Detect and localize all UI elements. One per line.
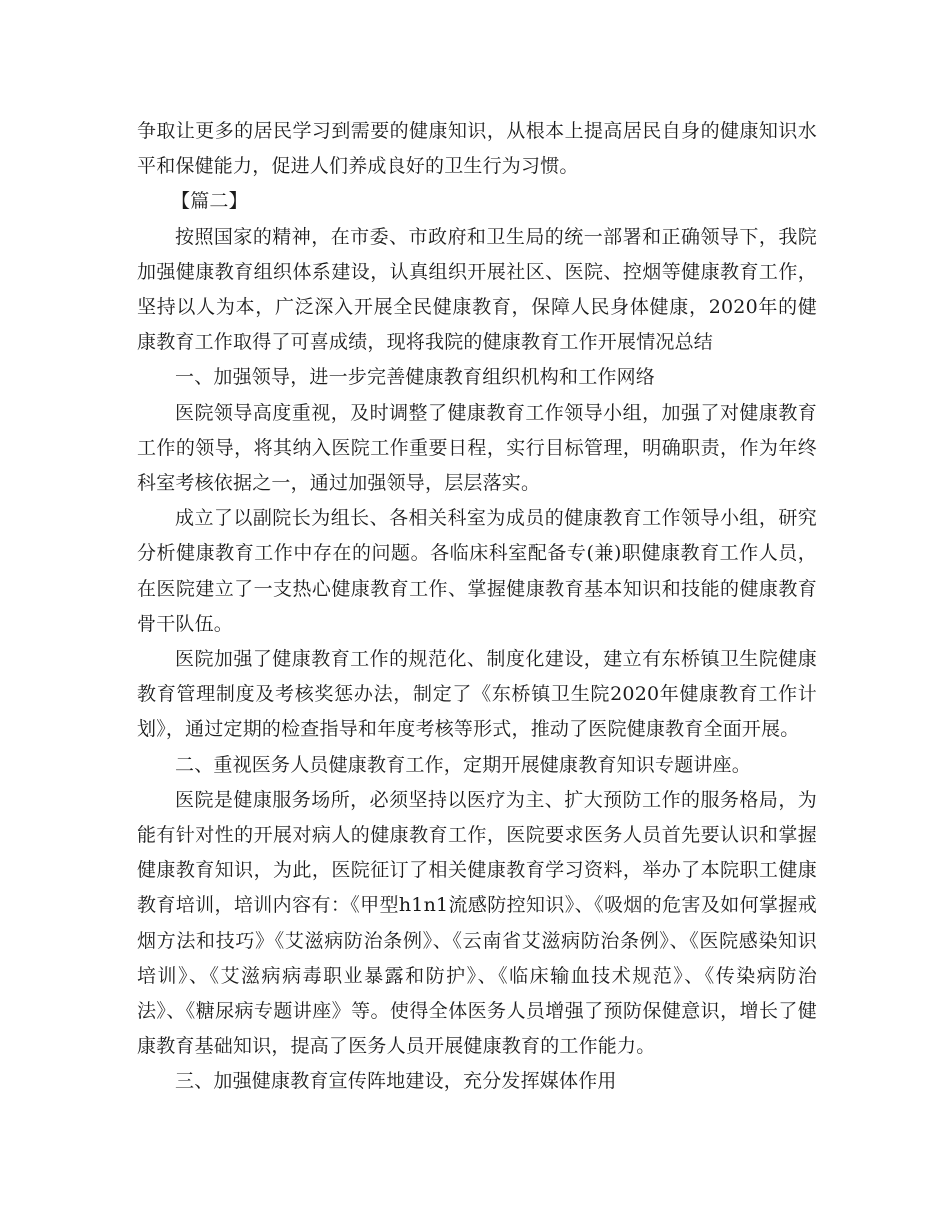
paragraph-leadership: 医院领导高度重视，及时调整了健康教育工作领导小组，加强了对健康教育工作的领导，将其纳入医院工作重要日程，实行目标管理，明确职责，作为年终科室考核依据之一，通过加强领导，层层落实。 <box>137 401 817 495</box>
paragraph-continuation: 争取让更多的居民学习到需要的健康知识，从根本上提高居民自身的健康知识水平和保健能力，促进人们养成良好的卫生行为习惯。 <box>137 120 817 178</box>
paragraph-intro: 按照国家的精神，在市委、市政府和卫生局的统一部署和正确领导下，我院加强健康教育组织体系建设，认真组织开展社区、医院、控烟等健康教育工作，坚持以人为本，广泛深入开展全民健康教育，保障人民身体健康，2020年的健康教育工作取得了可喜成绩，现将我院的健康教育工作开展情况总结 <box>137 225 817 354</box>
paragraph-training: 医院是健康服务场所，必须坚持以医疗为主、扩大预防工作的服务格局，为能有针对性的开展对病人的健康教育工作，医院要求医务人员首先要认识和掌握健康教育知识，为此，医院征订了相关健康教育学习资料，举办了本院职工健康教育培训，培训内容有：《甲型h1n1流感防控知识》、《吸烟的危害及如何掌握戒烟方法和技巧》《艾滋病防治条例》、《云南省艾滋病防治条例》、《医院感染知识培训》、《艾滋病病毒职业暴露和防护》、《临床输血技术规范》、《传染病防治法》、《糖尿病专题讲座》等。使得全体医务人员增强了预防保健意识，增长了健康教育基础知识，提高了医务人员开展健康教育的工作能力。 <box>137 788 817 1058</box>
heading-section-three: 三、加强健康教育宣传阵地建设，充分发挥媒体作用 <box>175 1070 617 1093</box>
document-body <box>137 114 817 1100</box>
paragraph-team: 成立了以副院长为组长、各相关科室为成员的健康教育工作领导小组，研究分析健康教育工作中存在的问题。各临床科室配备专(兼)职健康教育工作人员，在医院建立了一支热心健康教育工作、掌握健康教育基本知识和技能的健康教育骨干队伍。 <box>137 507 817 635</box>
section-marker-part-two: 【篇二】 <box>171 190 248 213</box>
heading-section-one: 一、加强领导，进一步完善健康教育组织机构和工作网络 <box>175 366 656 389</box>
paragraph-regulation: 医院加强了健康教育工作的规范化、制度化建设，建立有东桥镇卫生院健康教育管理制度及考核奖惩办法，制定了《东桥镇卫生院2020年健康教育工作计划》，通过定期的检查指导和年度考核等形式，推动了医院健康教育全面开展。 <box>137 648 817 741</box>
heading-section-two: 二、重视医务人员健康教育工作，定期开展健康教育知识专题讲座。 <box>175 753 752 776</box>
